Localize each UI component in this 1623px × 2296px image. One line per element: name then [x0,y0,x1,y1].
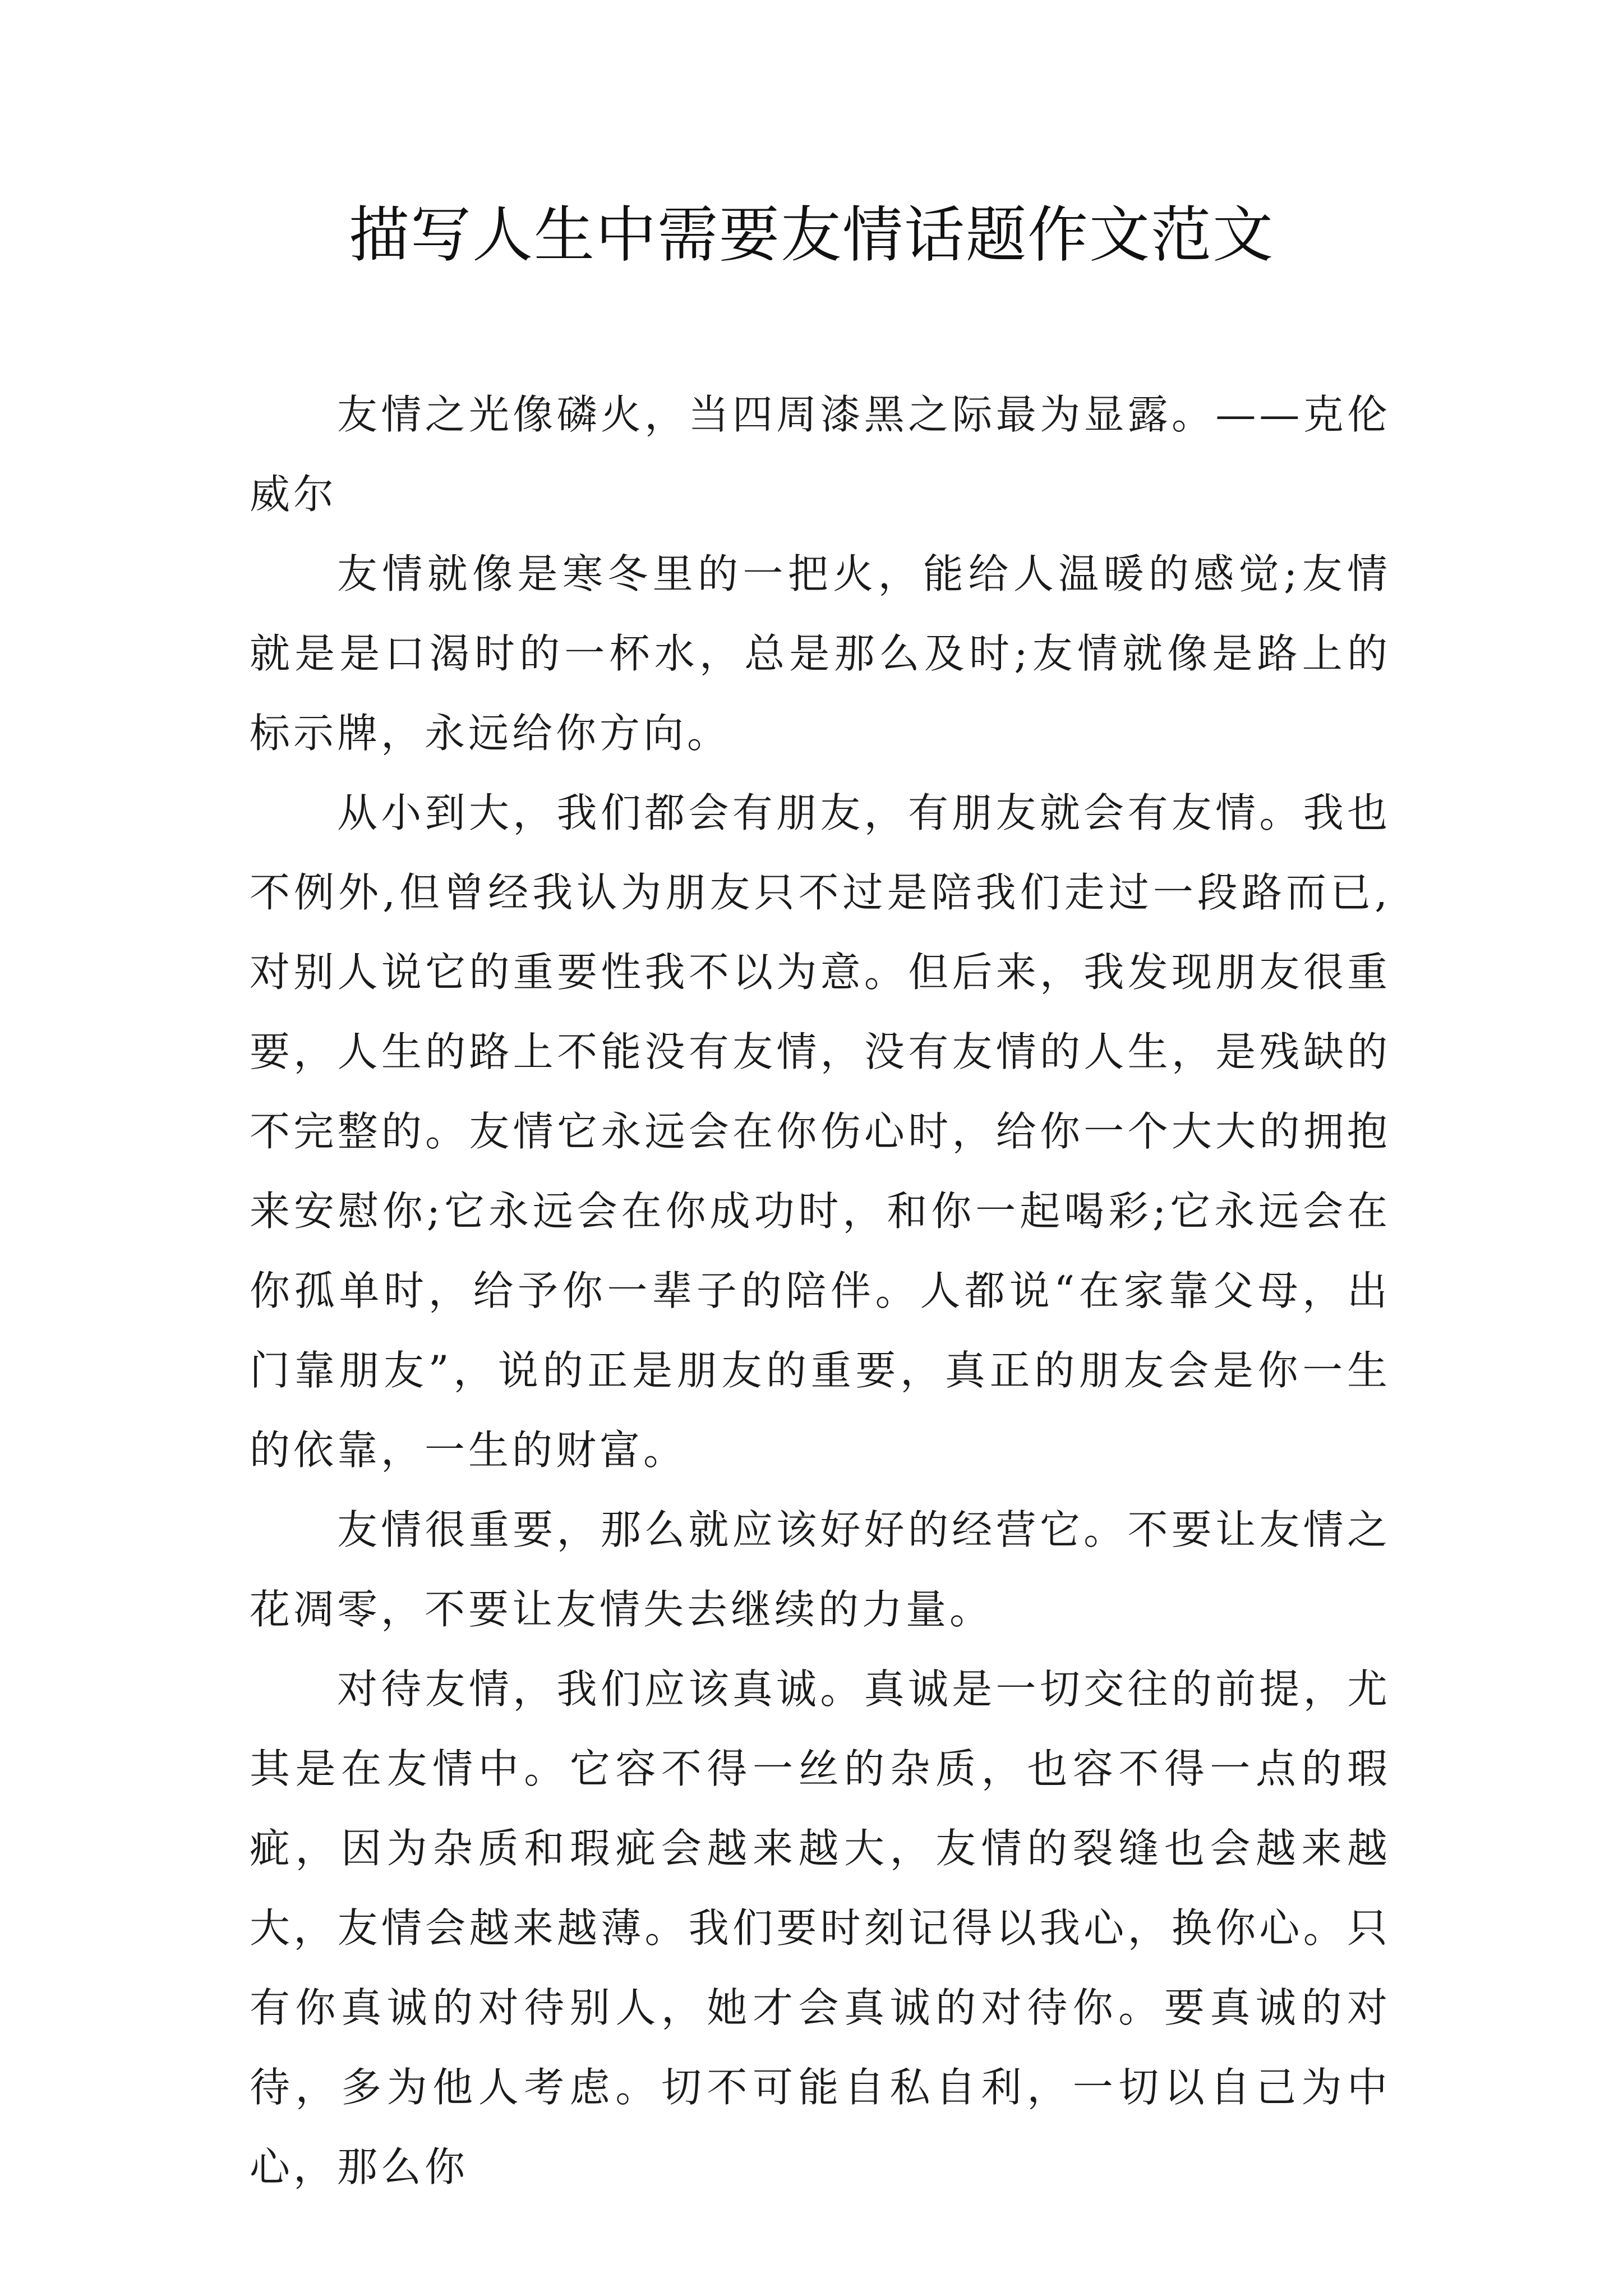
document-title: 描写人生中需要友情话题作文范文 [348,200,1274,270]
paragraph-quote: 友情之光像磷火，当四周漆黑之际最为显露。——克伦威尔 [250,391,1391,518]
paragraph-maintain: 友情很重要，那么就应该好好的经营它。不要让友情之花凋零，不要让友情失去继续的力量。 [250,1506,1391,1633]
document-body [250,375,1391,2207]
paragraph-importance: 从小到大，我们都会有朋友，有朋友就会有友情。我也不例外,但曾经我认为朋友只不过是陪我们走过一段路而已,对别人说它的重要性我不以为意。但后来，我发现朋友很重要，人生的路上不能没有友情，没有友情的人生，是残缺的不完整的。友情它永远会在你伤心时，给你一个大大的拥抱来安慰你;它永远会在你成功时，和你一起喝彩;它永远会在你孤单时，给予你一辈子的陪伴。人都说“在家靠父母，出门靠朋友”，说的正是朋友的重要，真正的朋友会是你一生的依靠，一生的财富。 [250,789,1391,1474]
paragraph-metaphor: 友情就像是寒冬里的一把火，能给人温暖的感觉;友情就是是口渴时的一杯水，总是那么及时;友情就像是路上的标示牌，永远给你方向。 [250,550,1391,757]
paragraph-sincerity: 对待友情，我们应该真诚。真诚是一切交往的前提，尤其是在友情中。它容不得一丝的杂质，也容不得一点的瑕疵，因为杂质和瑕疵会越来越大，友情的裂缝也会越来越大，友情会越来越薄。我们要时刻记得以我心，换你心。只有你真诚的对待别人，她才会真诚的对待你。要真诚的对待，多为他人考虑。切不可能自私自利，一切以自己为中心，那么你 [250,1665,1391,2191]
